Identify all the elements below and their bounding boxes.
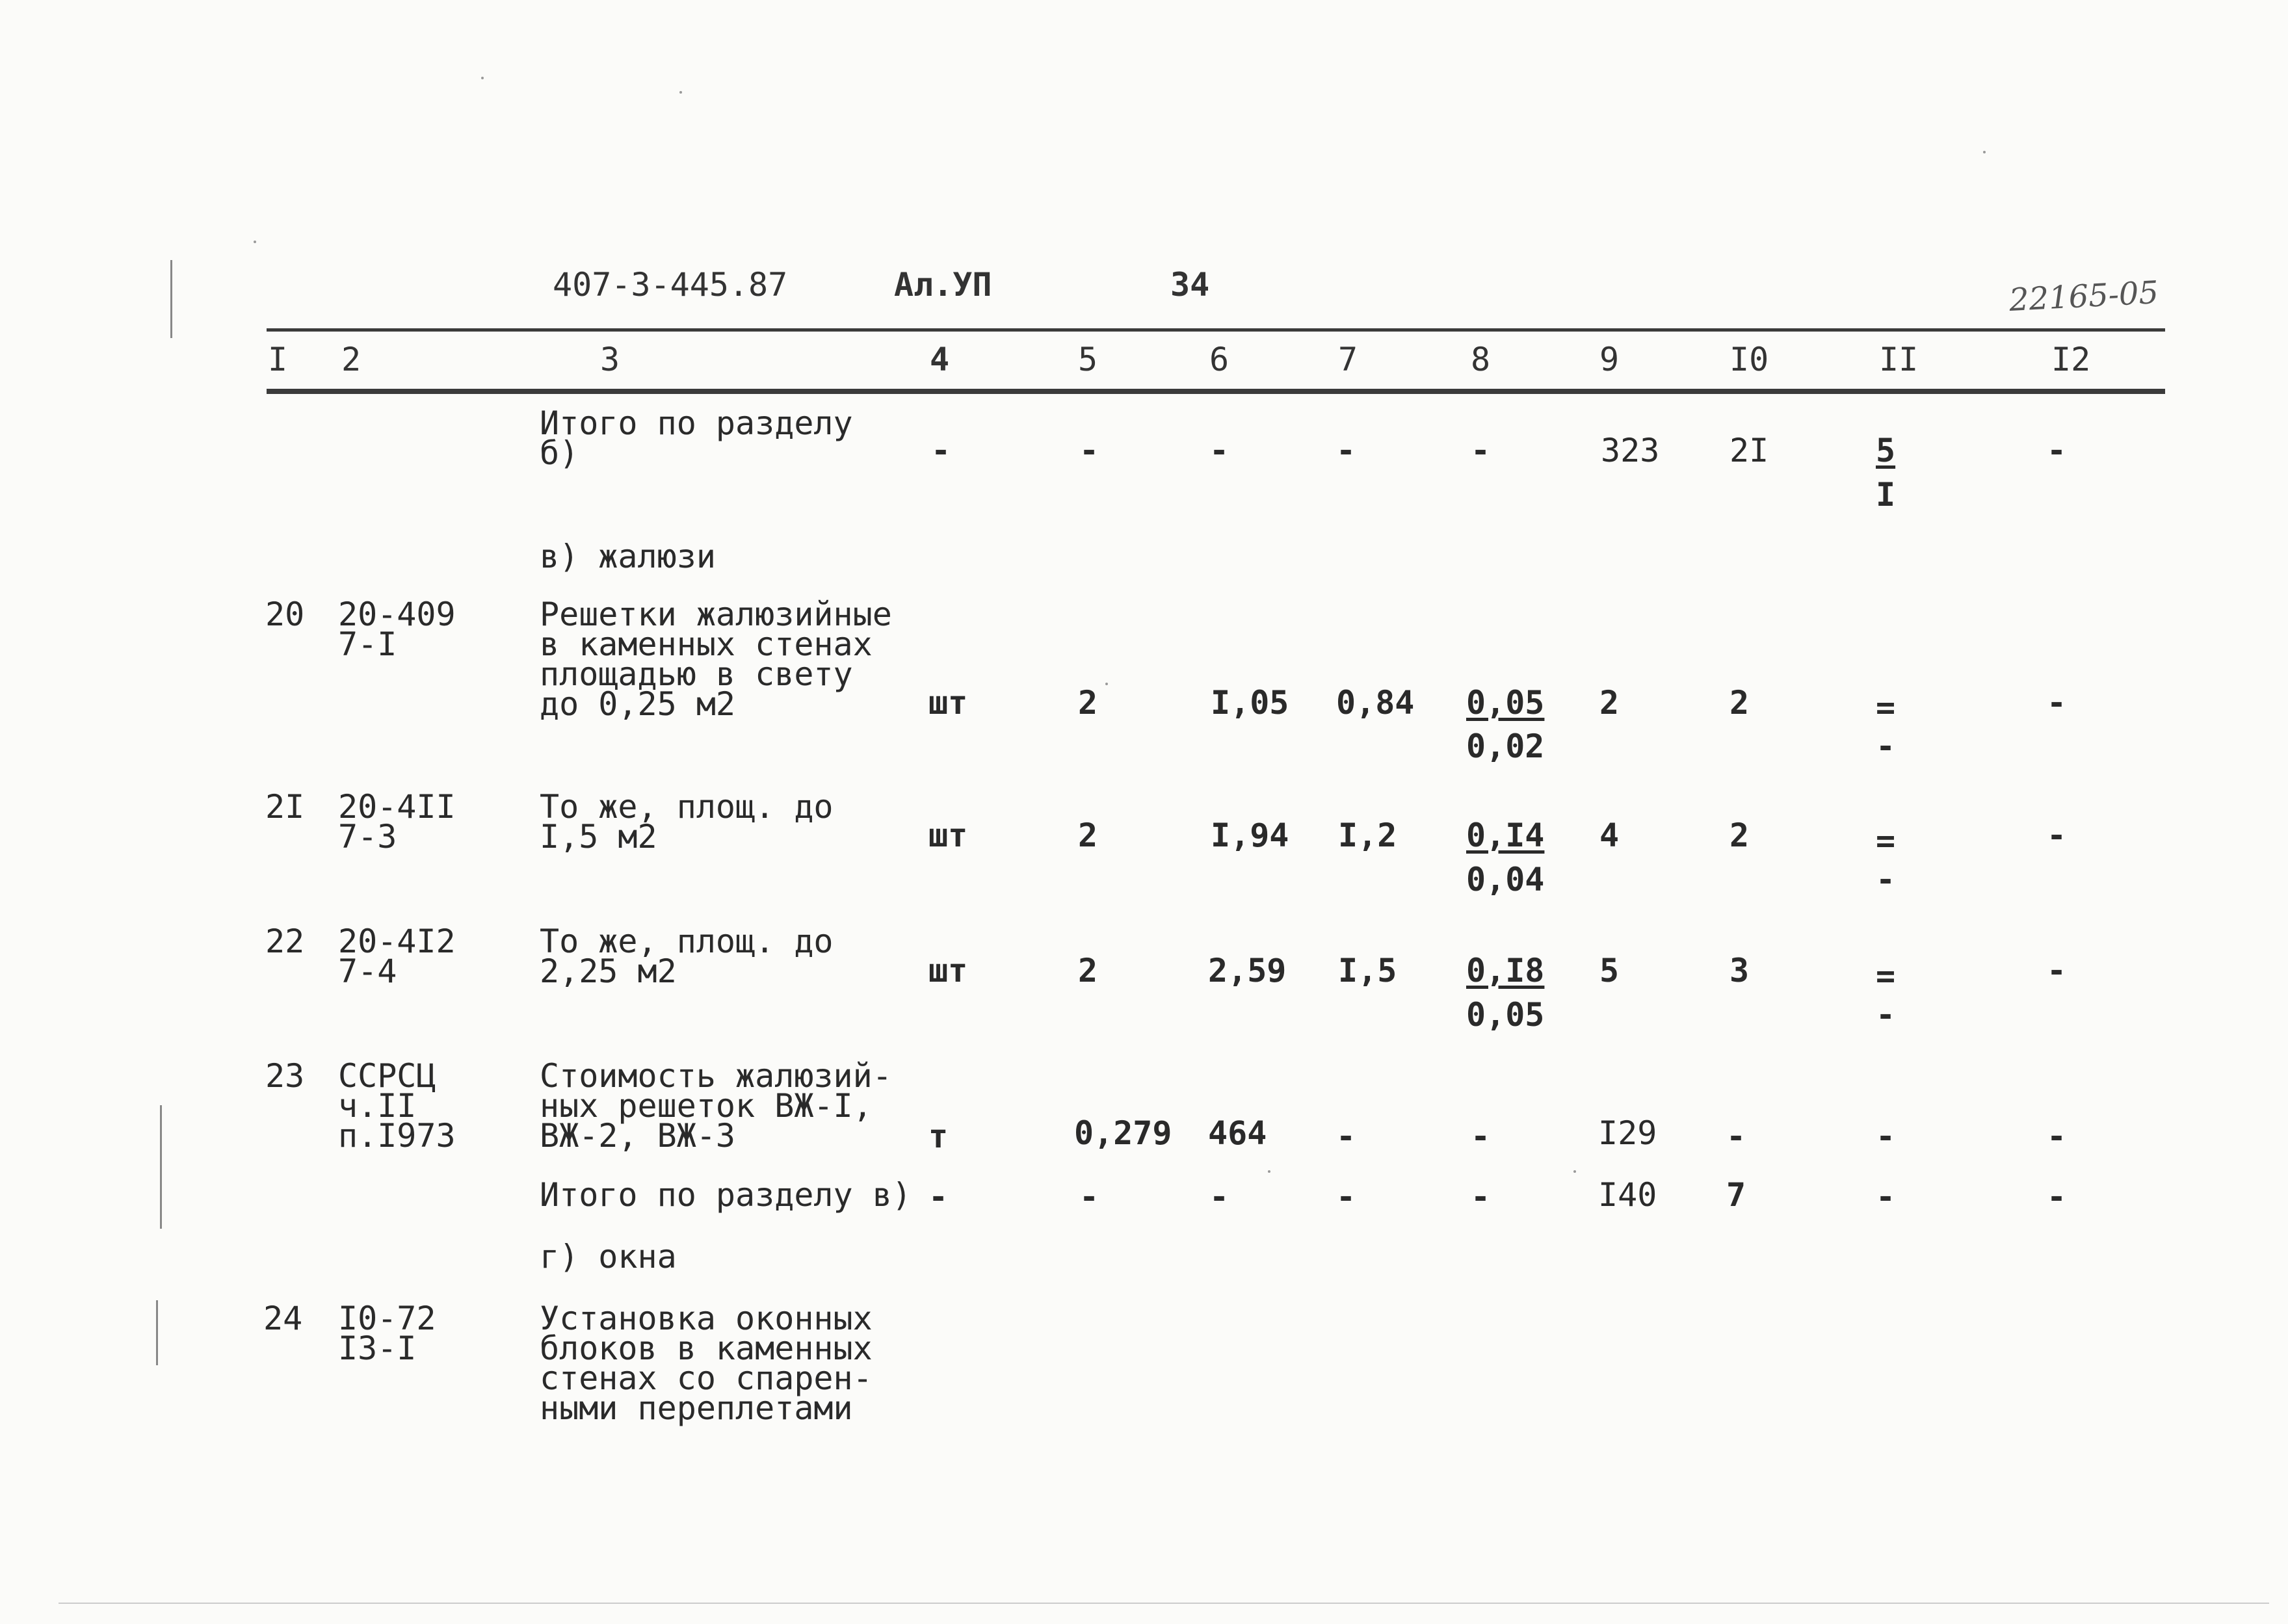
row20-c12: - xyxy=(2047,684,2067,722)
row21-code: 20-4II 7-3 xyxy=(338,788,456,856)
row20-c8-bottom: 0,02 xyxy=(1466,727,1545,765)
margin-mark xyxy=(160,1105,162,1229)
speck xyxy=(1573,1170,1576,1173)
row23-c8: - xyxy=(1471,1118,1491,1155)
row22-c11-bottom: - xyxy=(1876,996,1896,1034)
total-b-c12: - xyxy=(2047,432,2067,469)
col-6: 6 xyxy=(1209,341,1229,378)
row22-c12: - xyxy=(2047,952,2067,989)
header-bottom-rule xyxy=(267,389,2165,394)
row22-c9: 5 xyxy=(1599,952,1620,989)
row22-c8-bottom: 0,05 xyxy=(1466,996,1545,1034)
row20-num: 20 xyxy=(265,596,305,633)
row23-desc: Стоимость жалюзий- ных решеток ВЖ-I, ВЖ-2, ВЖ-3 xyxy=(540,1057,892,1155)
speck xyxy=(1268,1170,1270,1173)
row23-c11: - xyxy=(1876,1118,1896,1155)
row21-c8-top: 0,I4 xyxy=(1466,817,1545,854)
margin-mark xyxy=(170,260,172,338)
row23-c7: - xyxy=(1336,1118,1356,1155)
row21-unit: шт xyxy=(928,817,968,854)
total-v-c11: - xyxy=(1876,1178,1896,1216)
total-v-c8: - xyxy=(1471,1178,1491,1216)
total-b-c9: 323 xyxy=(1601,432,1660,469)
handwritten-stamp: 22165-05 xyxy=(2008,274,2160,319)
row21-c11-top: = xyxy=(1876,822,1896,859)
row22-num: 22 xyxy=(265,923,305,960)
row20-unit: шт xyxy=(928,684,968,722)
row22-desc: То же, площ. до 2,25 м2 xyxy=(540,923,834,990)
row22-c8-top: 0,I8 xyxy=(1466,952,1545,989)
row21-c5: 2 xyxy=(1078,817,1098,854)
col-2: 2 xyxy=(341,341,362,378)
col-7: 7 xyxy=(1338,341,1358,378)
row20-c6: I,05 xyxy=(1211,684,1289,722)
row23-unit: т xyxy=(928,1118,949,1155)
row20-c7: 0,84 xyxy=(1336,684,1415,722)
row23-c10: - xyxy=(1726,1118,1746,1155)
total-b-c6: - xyxy=(1209,432,1229,469)
total-v-c4: - xyxy=(928,1178,949,1216)
col-9: 9 xyxy=(1599,341,1620,378)
row23-num: 23 xyxy=(265,1057,305,1095)
row22-c5: 2 xyxy=(1078,952,1098,989)
col-10: I0 xyxy=(1729,341,1769,378)
row20-c5: 2 xyxy=(1078,684,1098,722)
total-v-c5: - xyxy=(1079,1178,1099,1216)
col-3: 3 xyxy=(600,341,620,378)
total-b-c8: - xyxy=(1471,432,1491,469)
total-v-c6: - xyxy=(1209,1178,1229,1216)
row23-code: ССРСЦ ч.II п.I973 xyxy=(338,1057,456,1155)
col-11: II xyxy=(1879,341,1919,378)
row22-code: 20-4I2 7-4 xyxy=(338,923,456,990)
margin-mark xyxy=(156,1300,158,1365)
total-b-label: Итого по разделу б) xyxy=(540,404,853,472)
album-number: Ал.УП xyxy=(894,266,992,304)
row20-c8-top: 0,05 xyxy=(1466,684,1545,722)
row24-code: I0-72 I3-I xyxy=(338,1300,436,1367)
bottom-edge-line xyxy=(59,1603,2269,1604)
row21-c8-bottom: 0,04 xyxy=(1466,861,1545,898)
col-1: I xyxy=(268,341,288,378)
row21-c7: I,2 xyxy=(1338,817,1397,854)
col-4: 4 xyxy=(930,341,950,378)
col-12: I2 xyxy=(2051,341,2091,378)
row20-c9: 2 xyxy=(1599,684,1620,722)
total-v-label: Итого по разделу в) xyxy=(540,1176,912,1214)
row22-c11-top: = xyxy=(1876,957,1896,995)
total-v-c7: - xyxy=(1336,1178,1356,1216)
total-b-c7: - xyxy=(1336,432,1356,469)
section-g-heading: г) окна xyxy=(540,1238,677,1276)
row24-num: 24 xyxy=(263,1300,303,1337)
total-v-c12: - xyxy=(2047,1178,2067,1216)
row20-code: 20-409 7-I xyxy=(338,596,456,663)
header-top-rule xyxy=(267,328,2165,332)
row22-c7: I,5 xyxy=(1338,952,1397,989)
row21-num: 2I xyxy=(265,788,305,826)
row23-c9: I29 xyxy=(1598,1114,1657,1152)
section-v-heading: в) жалюзи xyxy=(540,538,716,575)
row20-c11-top: = xyxy=(1876,688,1896,726)
row21-c10: 2 xyxy=(1729,817,1750,854)
row23-c5: 0,279 xyxy=(1074,1114,1172,1152)
total-b-c4: - xyxy=(931,432,951,469)
doc-code: 407-3-445.87 xyxy=(553,266,788,304)
col-5: 5 xyxy=(1078,341,1098,378)
row20-c11-bottom: - xyxy=(1876,727,1896,765)
speck xyxy=(1983,151,1986,153)
row23-c12: - xyxy=(2047,1118,2067,1155)
total-b-c10: 2I xyxy=(1729,432,1769,469)
row21-c9: 4 xyxy=(1599,817,1620,854)
row21-c6: I,94 xyxy=(1211,817,1289,854)
row21-c12: - xyxy=(2047,817,2067,854)
row21-desc: То же, площ. до I,5 м2 xyxy=(540,788,834,856)
row22-c6: 2,59 xyxy=(1208,952,1287,989)
total-v-c9: I40 xyxy=(1598,1176,1657,1214)
row22-unit: шт xyxy=(928,952,968,989)
row20-c10: 2 xyxy=(1729,684,1750,722)
page-number: 34 xyxy=(1170,266,1210,304)
total-b-c11-top: 5 xyxy=(1876,432,1896,469)
total-b-c5: - xyxy=(1079,432,1099,469)
total-b-c11-bottom: I xyxy=(1876,476,1896,514)
total-v-c10: 7 xyxy=(1726,1176,1746,1214)
row22-c10: 3 xyxy=(1729,952,1750,989)
speck xyxy=(679,91,682,94)
row21-c11-bottom: - xyxy=(1876,861,1896,898)
row20-desc: Решетки жалюзийные в каменных стенах площадью в свету до 0,25 м2 xyxy=(540,596,892,723)
speck xyxy=(254,241,256,243)
col-8: 8 xyxy=(1471,341,1491,378)
speck xyxy=(481,77,484,79)
speck xyxy=(1105,683,1108,685)
row24-desc: Установка оконных блоков в каменных стенах со спарен- ными переплетами xyxy=(540,1300,873,1427)
row23-c6: 464 xyxy=(1208,1114,1267,1152)
